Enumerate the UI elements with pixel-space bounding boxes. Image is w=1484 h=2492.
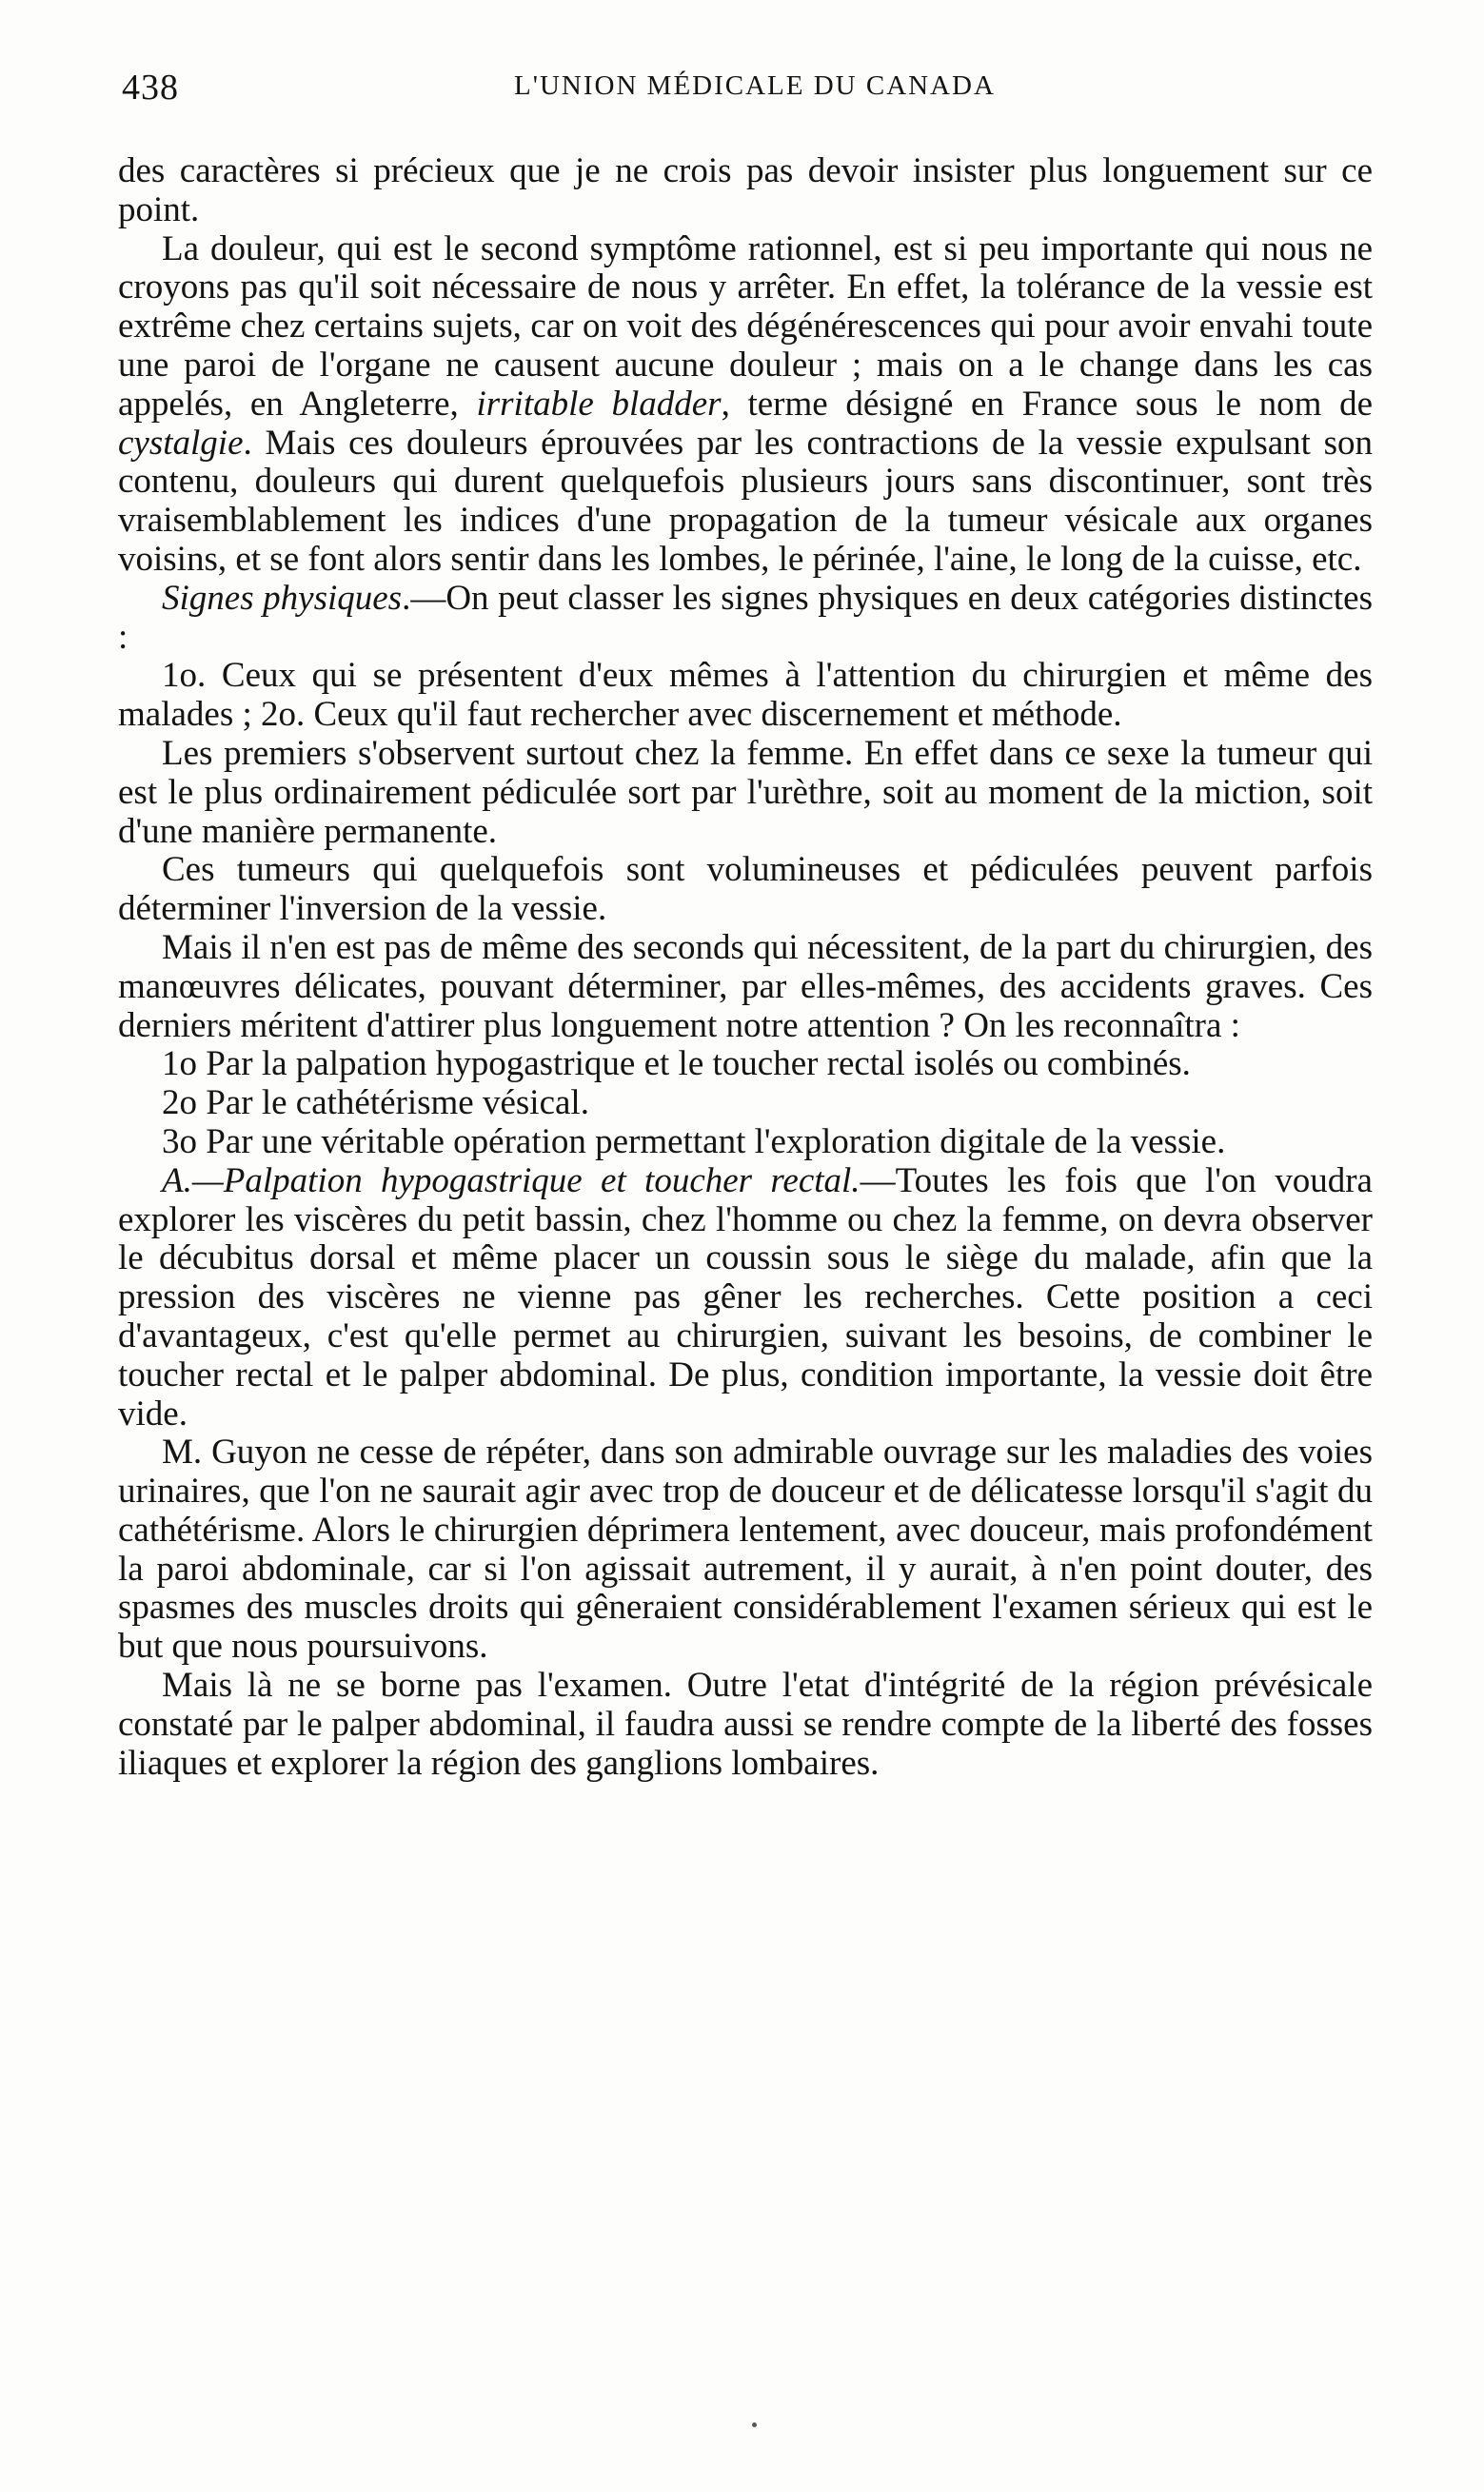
paragraph-text: terme désigné en France sous le nom de xyxy=(747,384,1374,424)
section-heading-signes-physiques: Signes physiques xyxy=(162,578,403,618)
comma: , xyxy=(721,384,748,424)
list-item-3 xyxy=(118,1123,1373,1162)
paragraph-text: 1o Par la palpation hypogastrique et le toucher rectal isolés ou combinés. xyxy=(162,1044,1191,1084)
article-body xyxy=(118,152,1373,1783)
paragraph-seconds xyxy=(118,929,1373,1045)
paragraph-text: 3o Par une véritable opération permettant l'exploration digitale de la vessie. xyxy=(162,1121,1226,1161)
section-heading-palpation: A.—Palpation hypogastrique et toucher rectal. xyxy=(162,1160,861,1200)
paragraph-text: Ces tumeurs qui quelquefois sont volumineuses et pédiculées peuvent parfois déterminer l'inversion de la vessie. xyxy=(118,850,1373,929)
running-head xyxy=(122,67,1388,114)
paragraph-text: La douleur, qui est le second symptôme rationnel, est si peu importante qui nous ne croyons pas qu'il soit nécessaire de nous y arrêter. En effet, la tolérance de la vessie est extrême chez certains sujets, car on voit des dégénérescences qui pour avoir envahi toute une paroi de l'organe ne causent aucune douleur ; mais on a le change dans les cas appelés, en Angleterre, xyxy=(118,228,1373,424)
list-item-1 xyxy=(118,1045,1373,1084)
paragraph-text: Mais là ne se borne pas l'examen. Outre l'etat d'intégrité de la région prévésicale constaté par le palper abdominal, il faudra aussi se rendre compte de la liberté des fosses iliaques et explorer la région des ganglions lombaires. xyxy=(118,1666,1373,1783)
paragraph-tumeurs xyxy=(118,851,1373,929)
paragraph-text: 2o Par le cathétérisme vésical. xyxy=(162,1083,589,1123)
paragraph-text: des caractères si précieux que je ne crois pas devoir insister plus longuement sur ce point. xyxy=(118,151,1373,229)
paragraph-text: On peut classer les signes physiques en deux catégories distinctes : xyxy=(118,578,1374,657)
paragraph-signes-physiques xyxy=(118,580,1373,658)
period: . xyxy=(243,423,252,463)
paragraph-guyon xyxy=(118,1434,1373,1667)
paragraph-enumeration xyxy=(118,657,1373,735)
italic-term-irritable-bladder: irritable bladder xyxy=(476,384,722,424)
dash: — xyxy=(860,1160,896,1200)
list-item-2 xyxy=(118,1084,1373,1123)
paragraph-text: Toutes les fois que l'on voudra explorer les viscères du petit bassin, chez l'homme ou chez la femme, on devra observer le décubitus dorsal et même placer un coussin sous le siège du malade, afin que la pression des viscères ne vienne pas gêner les recherches. Cette position a ceci d'avantageux, c'est qu'elle permet au chirurgien, suivant les besoins, de combiner le toucher rectal et le palper abdominal. De plus, condition importante, la vessie doit être vide. xyxy=(118,1160,1373,1434)
paragraph-text: 1o. Ceux qui se présentent d'eux mêmes à l'attention du chirurgien et même des malades ; 2o. Ceux qu'il faut rechercher avec discernement et méthode. xyxy=(118,656,1373,735)
dash: — xyxy=(410,578,446,618)
paragraph-premiers xyxy=(118,735,1373,851)
paragraph-palpation xyxy=(118,1162,1373,1434)
paragraph-text: M. Guyon ne cesse de répéter, dans son admirable ouvrage sur les maladies des voies urinaires, que l'on ne saurait agir avec trop de douceur et de délicatesse lorsqu'il s'agit du cathétérisme. Alors le chirurgien déprimera lentement, avec douceur, mais profondément la paroi abdominale, car si l'on agissait autrement, il y aurait, à n'en point douter, des spasmes des muscles droits qui gêneraient considérablement l'examen sérieux qui est le but que nous poursuivons. xyxy=(118,1433,1373,1667)
paragraph-text: Mais il n'en est pas de même des seconds qui nécessitent, de la part du chirurgien, des manœuvres délicates, pouvant déterminer, par elles-mêmes, des accidents graves. Ces derniers méritent d'attirer plus longuement notre attention ? On les reconnaîtra : xyxy=(118,927,1373,1045)
paragraph-text: Les premiers s'observent surtout chez la femme. En effet dans ce sexe la tumeur qui est le plus ordinairement pédiculée sort par l'urèthre, soit au moment de la miction, soit d'une manière permanente. xyxy=(118,733,1373,851)
paragraph-examen xyxy=(118,1667,1373,1783)
print-speck xyxy=(752,2423,757,2427)
paragraph-douleur xyxy=(118,230,1373,580)
journal-title: L'UNION MÉDICALE DU CANADA xyxy=(514,70,996,101)
period: . xyxy=(402,578,411,618)
paragraph-text: Mais ces douleurs éprouvées par les contractions de la vessie expulsant son contenu, douleurs qui durent quelquefois plusieurs jours sans discontinuer, sont très vraisemblablement les indices d'une propagation de la tumeur vésicale aux organes voisins, et se font alors sentir dans les lombes, le périnée, l'aine, le long de la cuisse, etc. xyxy=(118,423,1374,579)
italic-term-cystalgie: cystalgie xyxy=(118,423,244,463)
paragraph-continuation xyxy=(118,152,1373,230)
page-number: 438 xyxy=(122,68,179,108)
